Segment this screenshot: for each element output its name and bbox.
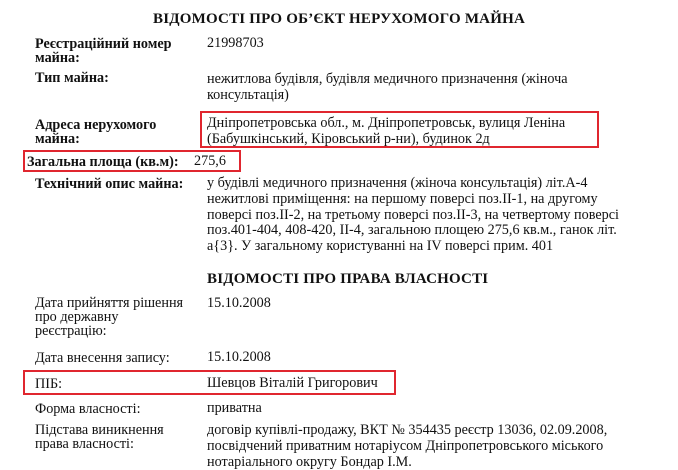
decision-date-label-line2: про державну [35,309,119,325]
ownership-basis-label [35,423,164,451]
ownership-basis-label-line1: Підстава виникнення [35,422,164,438]
tech-line-1: у будівлі медичного призначення (жіноча консультація) літ.А-4 [207,175,588,191]
ownership-form-value: приватна [207,400,262,416]
basis-line-3: нотаріального округу Бондар І.М. [207,453,412,470]
address-highlight-box [200,111,599,148]
area-highlight-box [23,150,241,172]
ownership-form-label: Форма власності: [35,401,141,417]
reg-number-label [35,37,172,65]
address-value-line2: (Бабушкінський, Кіровський р-ни), будинок 2д [207,130,490,147]
section-title-rights: ВІДОМОСТІ ПРО ПРАВА ВЛАСНОСТІ [207,271,489,287]
reg-number-label-line1: Реєстраційний номер [35,36,172,52]
basis-line-2: посвідчений приватним нотаріусом Дніпропетровського міського [207,437,604,454]
area-value: 275,6 [194,153,226,169]
type-value [207,72,568,104]
entry-date-value: 15.10.2008 [207,349,271,365]
address-value-line1: Дніпропетровська обл., м. Дніпропетровськ, вулиця Леніна [207,115,566,131]
entry-date-label: Дата внесення запису: [35,350,170,366]
tech-description-value [207,176,619,255]
address-label-line2: майна: [35,131,80,147]
tech-line-2: нежитлові приміщення: на першому поверсі поз.ІІ-1, на другому [207,190,598,207]
decision-date-value: 15.10.2008 [207,295,271,311]
tech-line-3: поверсі поз.ІІ-2, на третьому поверсі поз.ІІ-3, на четвертому поверсі [207,206,619,223]
ownership-basis-label-line2: права власності: [35,436,134,452]
owner-name-label: ПІБ: [35,376,63,392]
owner-highlight-box [23,370,396,395]
ownership-basis-value [207,423,607,470]
decision-date-label-line3: реєстрацію: [35,323,107,339]
tech-line-5: а{3}. У загальному користуванні на IV поверсі прим. 401 [207,238,554,255]
owner-name-value: Шевцов Віталій Григорович [207,375,378,391]
reg-number-value: 21998703 [207,35,264,51]
address-label-line1: Адреса нерухомого [35,117,157,133]
type-value-line2: консультація) [207,86,289,103]
area-label: Загальна площа (кв.м): [27,154,179,170]
type-value-line1: нежитлова будівля, будівля медичного призначення (жіноча [207,71,568,87]
decision-date-label-line1: Дата прийняття рішення [35,295,184,311]
decision-date-label [35,296,183,338]
address-label [35,118,156,146]
tech-line-4: поз.401-404, 408-420, ІІ-4, загальною площею 275,6 кв.м., ганок літ. [207,222,617,239]
reg-number-label-line2: майна: [35,50,80,66]
section-title-object: ВІДОМОСТІ ПРО ОБ’ЄКТ НЕРУХОМОГО МАЙНА [153,11,525,27]
type-label: Тип майна: [35,70,109,86]
basis-line-1: договір купівлі-продажу, ВКТ № 354435 реєстр 13036, 02.09.2008, [207,422,608,438]
tech-description-label: Технічний опис майна: [35,176,184,192]
